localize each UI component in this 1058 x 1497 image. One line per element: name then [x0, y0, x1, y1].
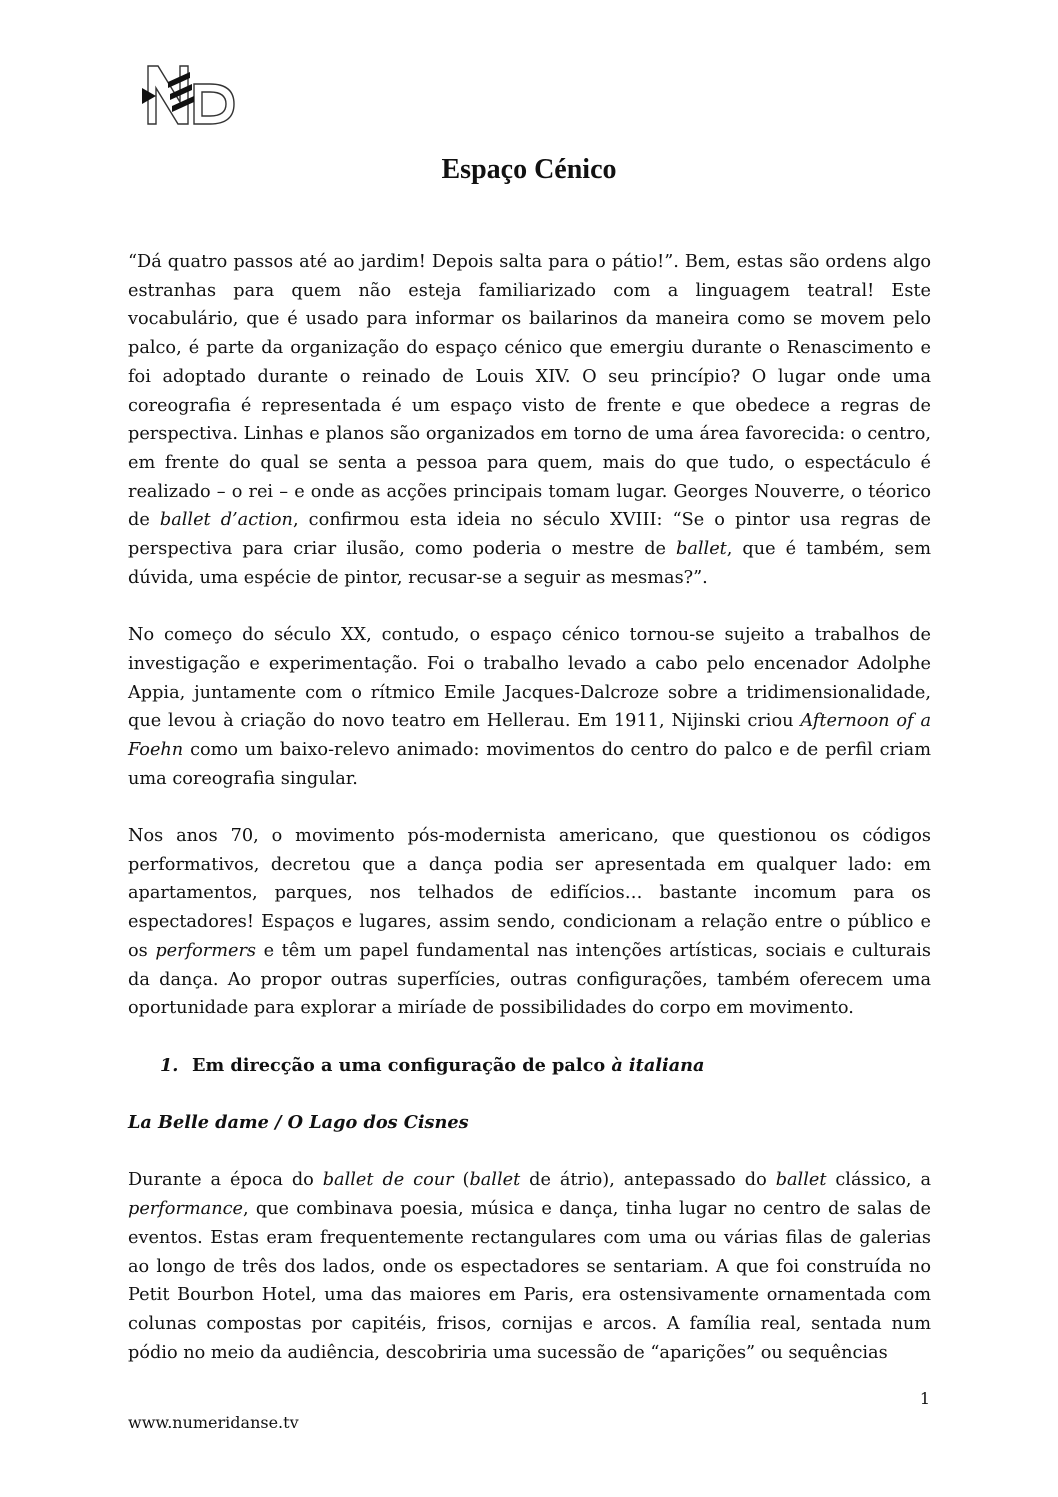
section-number: 1.: [160, 1054, 179, 1076]
numeridanse-logo: [140, 62, 240, 128]
document-body: [128, 248, 931, 1396]
section-heading: 1. Em direcção a uma configuração de palco à italiana: [128, 1052, 931, 1081]
page-number: 1: [919, 1389, 930, 1408]
footer-url[interactable]: www.numeridanse.tv: [128, 1413, 299, 1432]
paragraph-ballet-de-cour: Durante a época do ballet de cour (ballet de átrio), antepassado do ballet clássico, a performance, que combinava poesia, música e dança, tinha lugar no centro de salas de eventos. Estas eram frequentemente rectangulares com uma ou várias filas de galerias ao longo de três dos lados, onde os espectadores se sentariam. A que foi construída no Petit Bourbon Hotel, uma das maiores em Paris, era ostensivamente ornamentada com colunas compostas por capitéis, frisos, cornijas e arcos. A família real, sentada num pódio no meio da audiência, descobriria uma sucessão de “aparições” ou sequências: [128, 1170, 931, 1363]
paragraph-intro: “Dá quatro passos até ao jardim! Depois salta para o pátio!”. Bem, estas são ordens algo estranhas para quem não esteja familiarizado com a linguagem teatral! Este vocabulário, que é usado para informar os bailarinos da maneira como se movem pelo palco, é parte da organização do espaço cénico que emergiu durante o Renascimento e foi adoptado durante o reinado de Louis XIV. O seu princípio? O lugar onde uma coreografia é representada é um espaço visto de frente e que obedece a regras de perspectiva. Linhas e planos são organizados em torno de uma área favorecida: o centro, em frente do qual se senta a pessoa para quem, mais do que tudo, o espectáculo é realizado – o rei – e onde as acções principais tomam lugar. Georges Nouverre, o téorico de ballet d’action, confirmou esta ideia no século XVIII: “Se o pintor usa regras de perspectiva para criar ilusão, como poderia o mestre de ballet, que é também, sem dúvida, uma espécie de pintor, recusar-se a seguir as mesmas?”.: [128, 252, 931, 588]
paragraph-20th-century: No começo do século XX, contudo, o espaço cénico tornou-se sujeito a trabalhos de investigação e experimentação. Foi o trabalho levado a cabo pelo encenador Adolphe Appia, juntamente com o rítmico Emile Jacques-Dalcroze sobre a tridimensionalidade, que levou à criação do novo teatro em Hellerau. Em 1911, Nijinski criou Afternoon of a Foehn como um baixo-relevo animado: movimentos do centro do palco e de perfil criam uma coreografia singular.: [128, 625, 931, 789]
italic-term: performers: [155, 940, 256, 961]
italic-title: Afternoon of a Foehn: [128, 711, 931, 760]
italic-term: ballet: [676, 539, 727, 560]
page-title: Espaço Cénico: [441, 154, 617, 185]
subheading: La Belle dame / O Lago dos Cisnes: [128, 1112, 469, 1134]
italic-term: ballet d’action: [159, 510, 293, 531]
paragraph-postmodern: Nos anos 70, o movimento pós-modernista americano, que questionou os códigos performativos, decretou que a dança podia ser apresentada em qualquer lado: em apartamentos, parques, nos telhados de edifícios… bastante incomum para os espectadores! Espaços e lugares, assim sendo, condicionam a relação entre o público e os performers e têm um papel fundamental nas intenções artísticas, sociais e culturais da dança. Ao propor outras superfícies, outras configurações, também oferecem uma oportunidade para explorar a miríade de possibilidades do corpo em movimento.: [128, 826, 931, 1019]
